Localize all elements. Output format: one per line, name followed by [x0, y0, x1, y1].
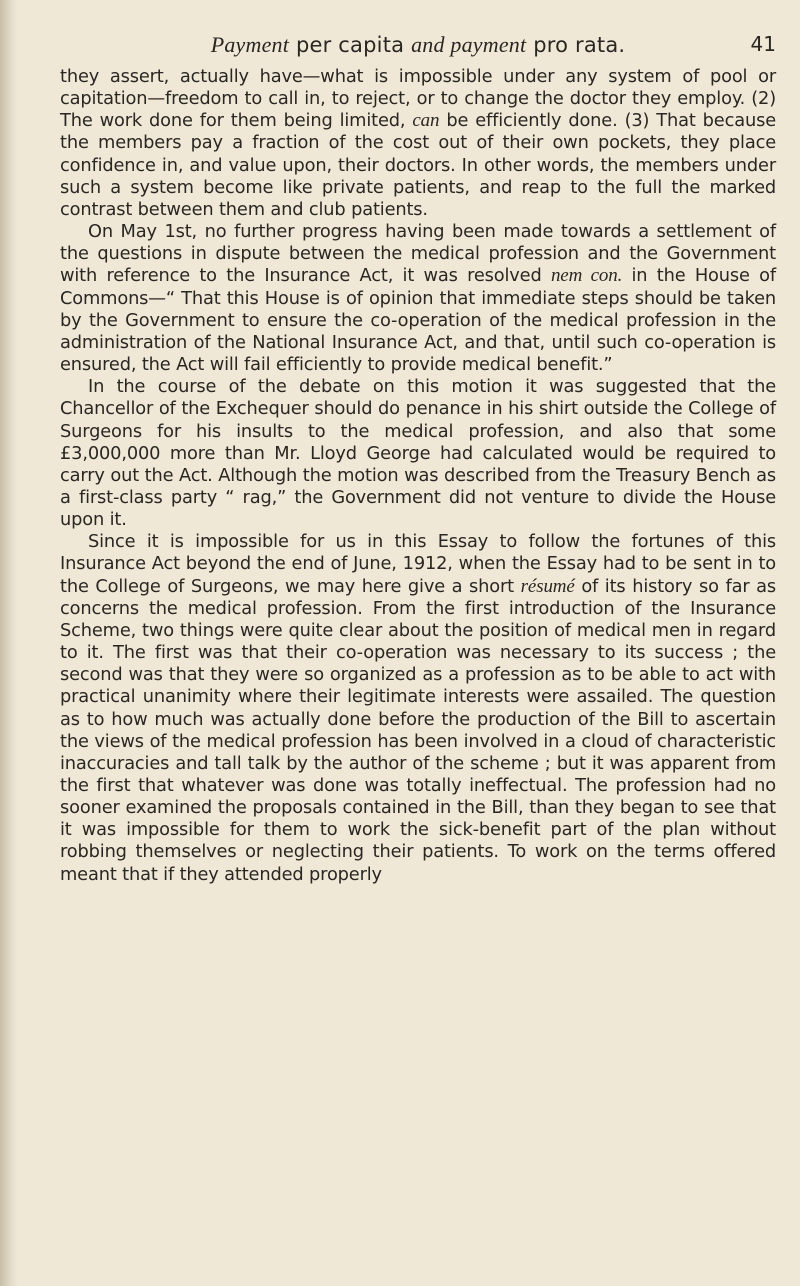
running-title-text-2: pro rata. — [526, 33, 626, 57]
paragraph — [60, 221, 776, 376]
text-run: Since it is impossible for us in this Essay to follow the fortunes of this Insurance Act beyond the end of June, 1912, when the Essay had to be sent in to the College of Surgeons, we may here give a short — [60, 531, 776, 597]
body-text — [60, 66, 776, 886]
text-run: in the House of Commons—“ That this House is of opinion that immediate steps should be taken by the Government to ensure the co-operation of the medical profession in the administration of the National Insurance Act, and that, until such co-operation is ensured, the Act will fail efficiently to provide medical benefit.” — [60, 265, 776, 376]
italic-phrase: nem con. — [550, 265, 623, 287]
running-title-italic-2: and payment — [411, 32, 527, 57]
text-run: On May 1st, no further progress having been made towards a settlement of the questions in dispute between the medical profession and the Government with reference to the Insurance Act, it was resolved — [60, 221, 776, 287]
text-run: be efficiently done. (3) That because the members pay a fraction of the cost out of their own pockets, they place confidence in, and value upon, their doctors. In other words, the members under such a system become like private patients, and reap to the full the marked contrast between them and club patients. — [60, 110, 776, 220]
page-binding-shadow — [0, 0, 18, 1286]
italic-phrase: résumé — [520, 575, 575, 597]
text-run: they assert, actually have—what is impossible under any system of pool or capitation—freedom to call in, to reject, or to change the doctor they employ. (2) The work done for them being limited, — [60, 66, 776, 132]
italic-phrase: can — [412, 110, 440, 132]
paragraph — [60, 376, 776, 531]
running-title-text-1: per capita — [289, 33, 412, 57]
page-number: 41 — [750, 32, 776, 56]
text-run: of its history so far as concerns the medical profession. From the first introduction of the Insurance Scheme, two things were quite clear about the position of medical men in regard to it. The first was that their co-operation was necessary to its success ; the second was that they were so organized as a profession as to be able to act with practical unanimity where their legitimate interests were assailed. The question as to how much was actually done before the production of the Bill to ascertain the views of the medical profession has been involved in a cloud of characteristic inaccuracies and tall talk by the author of the scheme ; but it was apparent from the first that whatever was done was totally ineffectual. The profession had no sooner examined the proposals contained in the Bill, than they began to see that it was impossible for them to work the sick-benefit part of the plan without robbing themselves or neglecting their patients. To work on the terms offered meant that if they attended properly — [60, 575, 776, 885]
running-title-italic-1: Payment — [210, 32, 290, 57]
paragraph — [60, 66, 776, 221]
text-run: In the course of the debate on this motion it was suggested that the Chancellor of the Exchequer should do penance in his shirt outside the College of Surgeons for his insults to the medical profession, and also that some £3,000,000 more than Mr. Lloyd George had calculated would be required to carry out the Act. Although the motion was described from the Treasury Bench as a first-class party “ rag,” the Government did not venture to divide the House upon it. — [60, 376, 776, 531]
page-header — [60, 26, 776, 56]
running-title — [60, 32, 776, 58]
paragraph — [60, 531, 776, 886]
